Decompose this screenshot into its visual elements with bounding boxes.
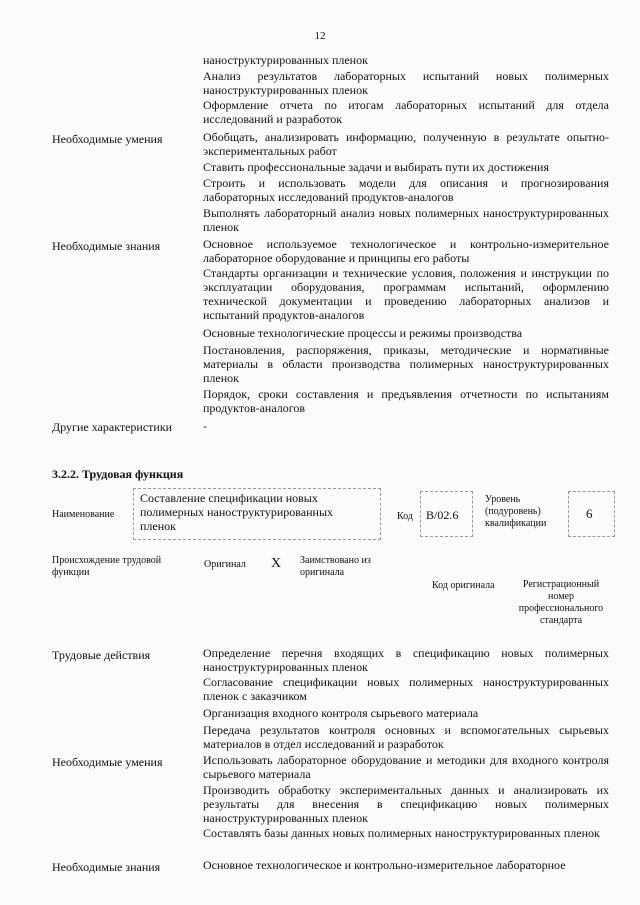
skills-label: Необходимые умения [52,132,163,146]
original-label: Оригинал [204,559,246,570]
skill-item: Производить обработку экспериментальных данных и анализировать их результаты для внесения в спецификацию новых полимерных наноструктурированных пленок [203,783,609,825]
knowledge-item: Порядок, сроки составления и предъявления отчетности по испытаниям продуктов-аналогов [203,387,609,415]
actions-label: Трудовые действия [52,648,151,662]
origin-label: Происхождение трудовой функции [52,555,162,578]
level-label: Уровень (подуровень) квалификации [485,494,547,529]
action-item-cont: наноструктурированных пленок [203,53,368,67]
action-item: Передача результатов контроля основных и вспомогательных сырьевых материалов в отдел исследований и разработок [203,723,609,751]
knowledge-item: Стандарты организации и технические условия, положения и инструкции по эксплуатации оборудования, программам испытаний, оформлению технической документации и проведению лабораторных анализов и испытаний продуктов-аналогов [203,266,609,322]
reg-number-label: Регистрационный номер профессионального стандарта [518,579,604,626]
knowledge-item: Основные технологические процессы и режимы производства [203,326,523,340]
action-item: Оформление отчета по итогам лабораторных испытаний для отдела исследований и разработок [203,98,609,126]
knowledge-item: Основное технологическое и контрольно-измерительное лабораторное [203,858,566,872]
action-item: Организация входного контроля сырьевого материала [203,706,479,720]
knowledge-item: Постановления, распоряжения, приказы, методические и нормативные материалы в области производства полимерных наноструктурированных пленок [203,343,609,385]
action-item: Определение перечня входящих в спецификацию новых полимерных наноструктурированных пленок [203,646,609,674]
skill-item: Обобщать, анализировать информацию, полученную в результате опытно-экспериментальных работ [203,130,609,158]
action-item: Согласование спецификации новых полимерных наноструктурированных пленок с заказчиком [203,675,609,703]
knowledge-label: Необходимые знания [52,860,161,874]
knowledge-label: Необходимые знания [52,239,161,253]
other-label: Другие характеристики [52,420,173,434]
action-item: Анализ результатов лабораторных испытаний новых полимерных наноструктурированных пленок [203,69,609,97]
page-number: 12 [314,30,326,42]
borrowed-label: Заимствовано из оригинала [300,555,371,578]
code-label: Код [397,511,413,522]
code-original-label: Код оригинала [432,580,495,591]
name-value: Составление спецификации новых полимерных наноструктурированных пленок [140,491,334,533]
skill-item: Строить и использовать модели для описания и прогнозирования лабораторных исследований продуктов-аналогов [203,176,609,204]
skill-item: Использовать лабораторное оборудование и методики для входного контроля сырьевого материала [203,753,609,781]
skills-label: Необходимые умения [52,755,163,769]
section-heading: 3.2.2. Трудовая функция [52,467,184,481]
skill-item: Ставить профессиональные задачи и выбирать пути их достижения [203,160,550,174]
level-value: 6 [586,506,593,521]
skill-item: Выполнять лабораторный анализ новых полимерных наноструктурированных пленок [203,206,609,234]
other-value: - [203,419,207,433]
code-value: В/02.6 [426,508,459,522]
original-mark: X [271,556,282,571]
knowledge-item: Основное используемое технологическое и контрольно-измерительное лабораторное оборудование и принципы его работы [203,237,609,265]
skill-item: Составлять базы данных новых полимерных наноструктурированных пленок [203,826,600,840]
name-label: Наименование [52,509,115,520]
